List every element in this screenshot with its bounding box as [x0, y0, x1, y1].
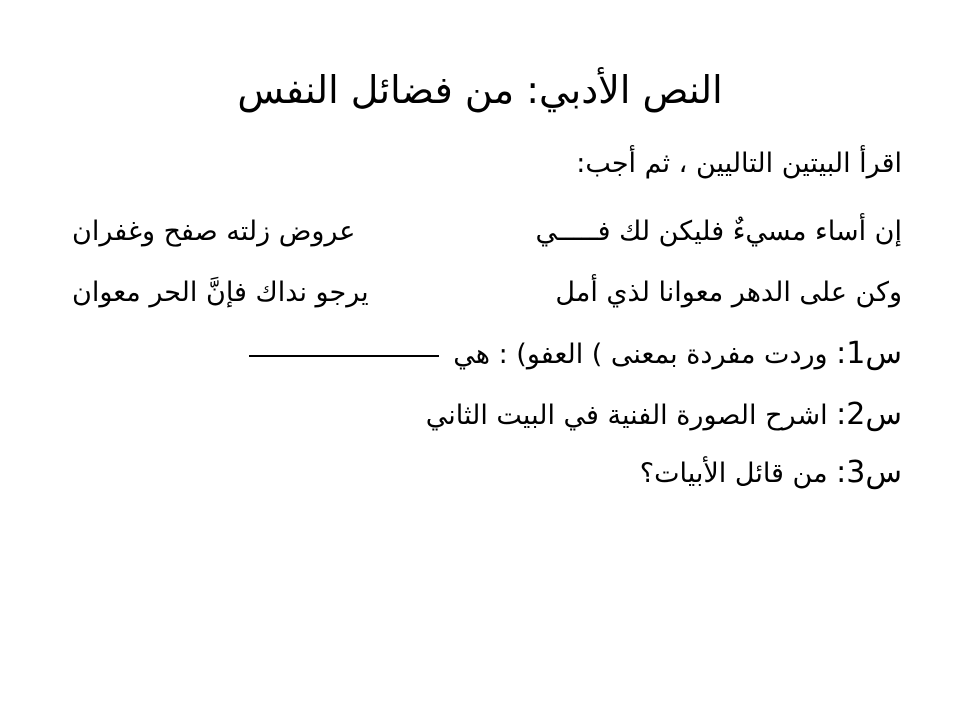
verse-2-second-hemistich: يرجو نداك فإنَّ الحر معوان	[72, 277, 369, 308]
instruction-text: اقرأ البيتين التاليين ، ثم أجب:	[576, 148, 902, 179]
verse-2-first-hemistich: وكن على الدهر معوانا لذي أمل	[555, 277, 902, 308]
verse-1-second-hemistich: عروض زلته صفح وغفران	[72, 216, 356, 247]
question-1-number: س1:	[836, 336, 902, 371]
verse-2	[72, 273, 902, 313]
question-2	[40, 395, 902, 436]
question-3-number: س3:	[836, 455, 902, 490]
question-1	[40, 334, 902, 375]
question-3	[40, 453, 902, 494]
question-1-text: وردت مفردة بمعنى ) العفو) : هي	[453, 339, 828, 370]
verse-1-first-hemistich: إن أساء مسيءٌ فليكن لك فـــــي	[535, 216, 902, 247]
verse-1	[72, 212, 902, 252]
question-3-text: من قائل الأبيات؟	[639, 458, 828, 489]
question-2-number: س2:	[836, 397, 902, 432]
answer-blank-line	[249, 355, 439, 357]
slide-title: النص الأدبي: من فضائل النفس	[237, 68, 723, 112]
question-2-text: اشرح الصورة الفنية في البيت الثاني	[425, 400, 828, 431]
